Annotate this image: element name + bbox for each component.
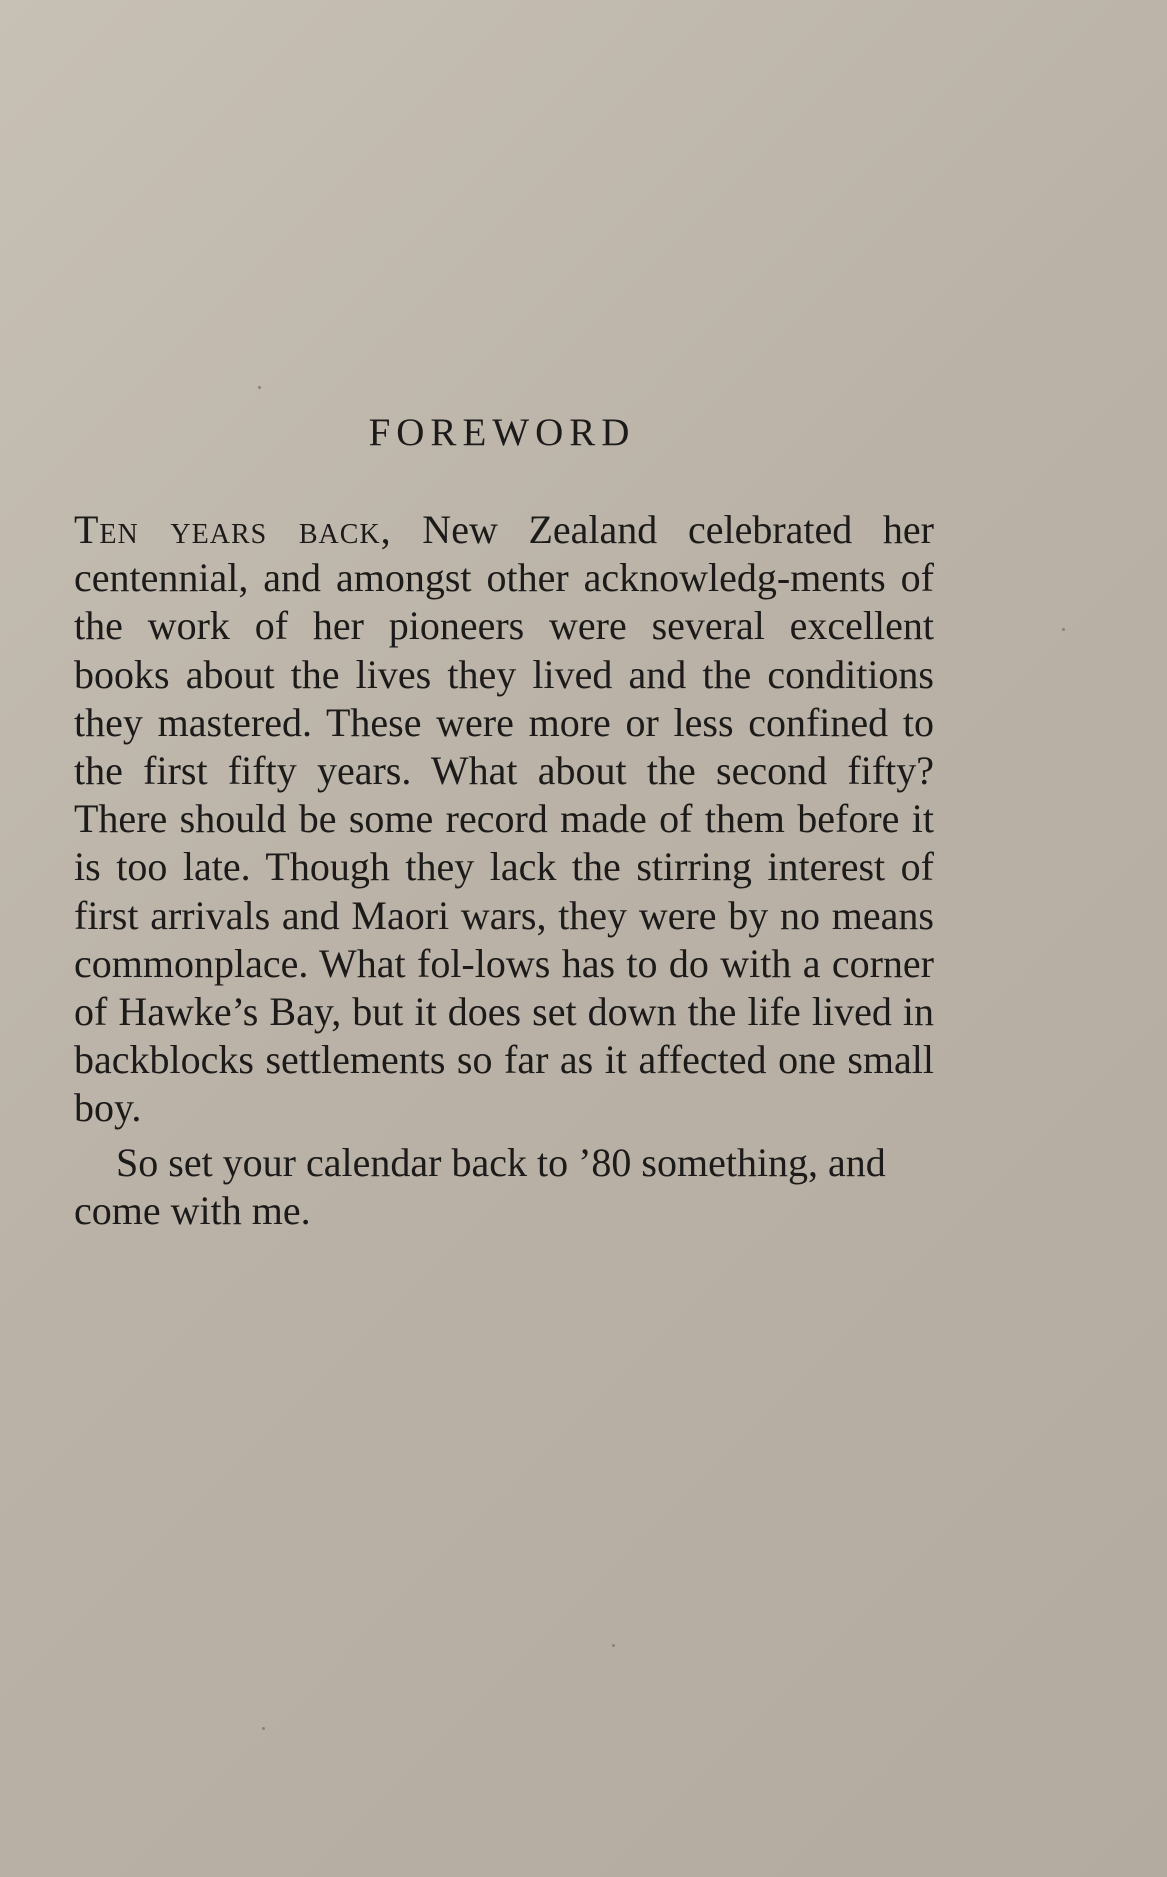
paragraph-2: So set your calendar back to ’80 something, and come with me. [74, 1139, 886, 1233]
foreword-body [74, 506, 934, 1235]
paper-speck [1062, 628, 1065, 631]
paper-speck [612, 1644, 615, 1647]
paper-speck [258, 386, 261, 389]
page-title: FOREWORD [368, 411, 636, 454]
paragraph-1-text: New Zealand celebrated her centennial, and amongst other acknowledg-ments of the work of her pioneers were several excellent books about the lives they lived and the conditions they mastered. These were more or less confined to the first fifty years. What about the second fifty? There should be some record made of them before it is too late. Though they lack the stirring interest of first arrivals and Maori wars, they were by no means commonplace. What fol-lows has to do with a corner of Hawke’s Bay, but it does set down the life lived in backblocks settlements so far as it affected one small boy. [74, 507, 934, 1131]
paragraph-1 [74, 506, 934, 1133]
paper-speck [262, 1727, 265, 1730]
paragraph-lead-in: Ten years back, [74, 507, 392, 552]
